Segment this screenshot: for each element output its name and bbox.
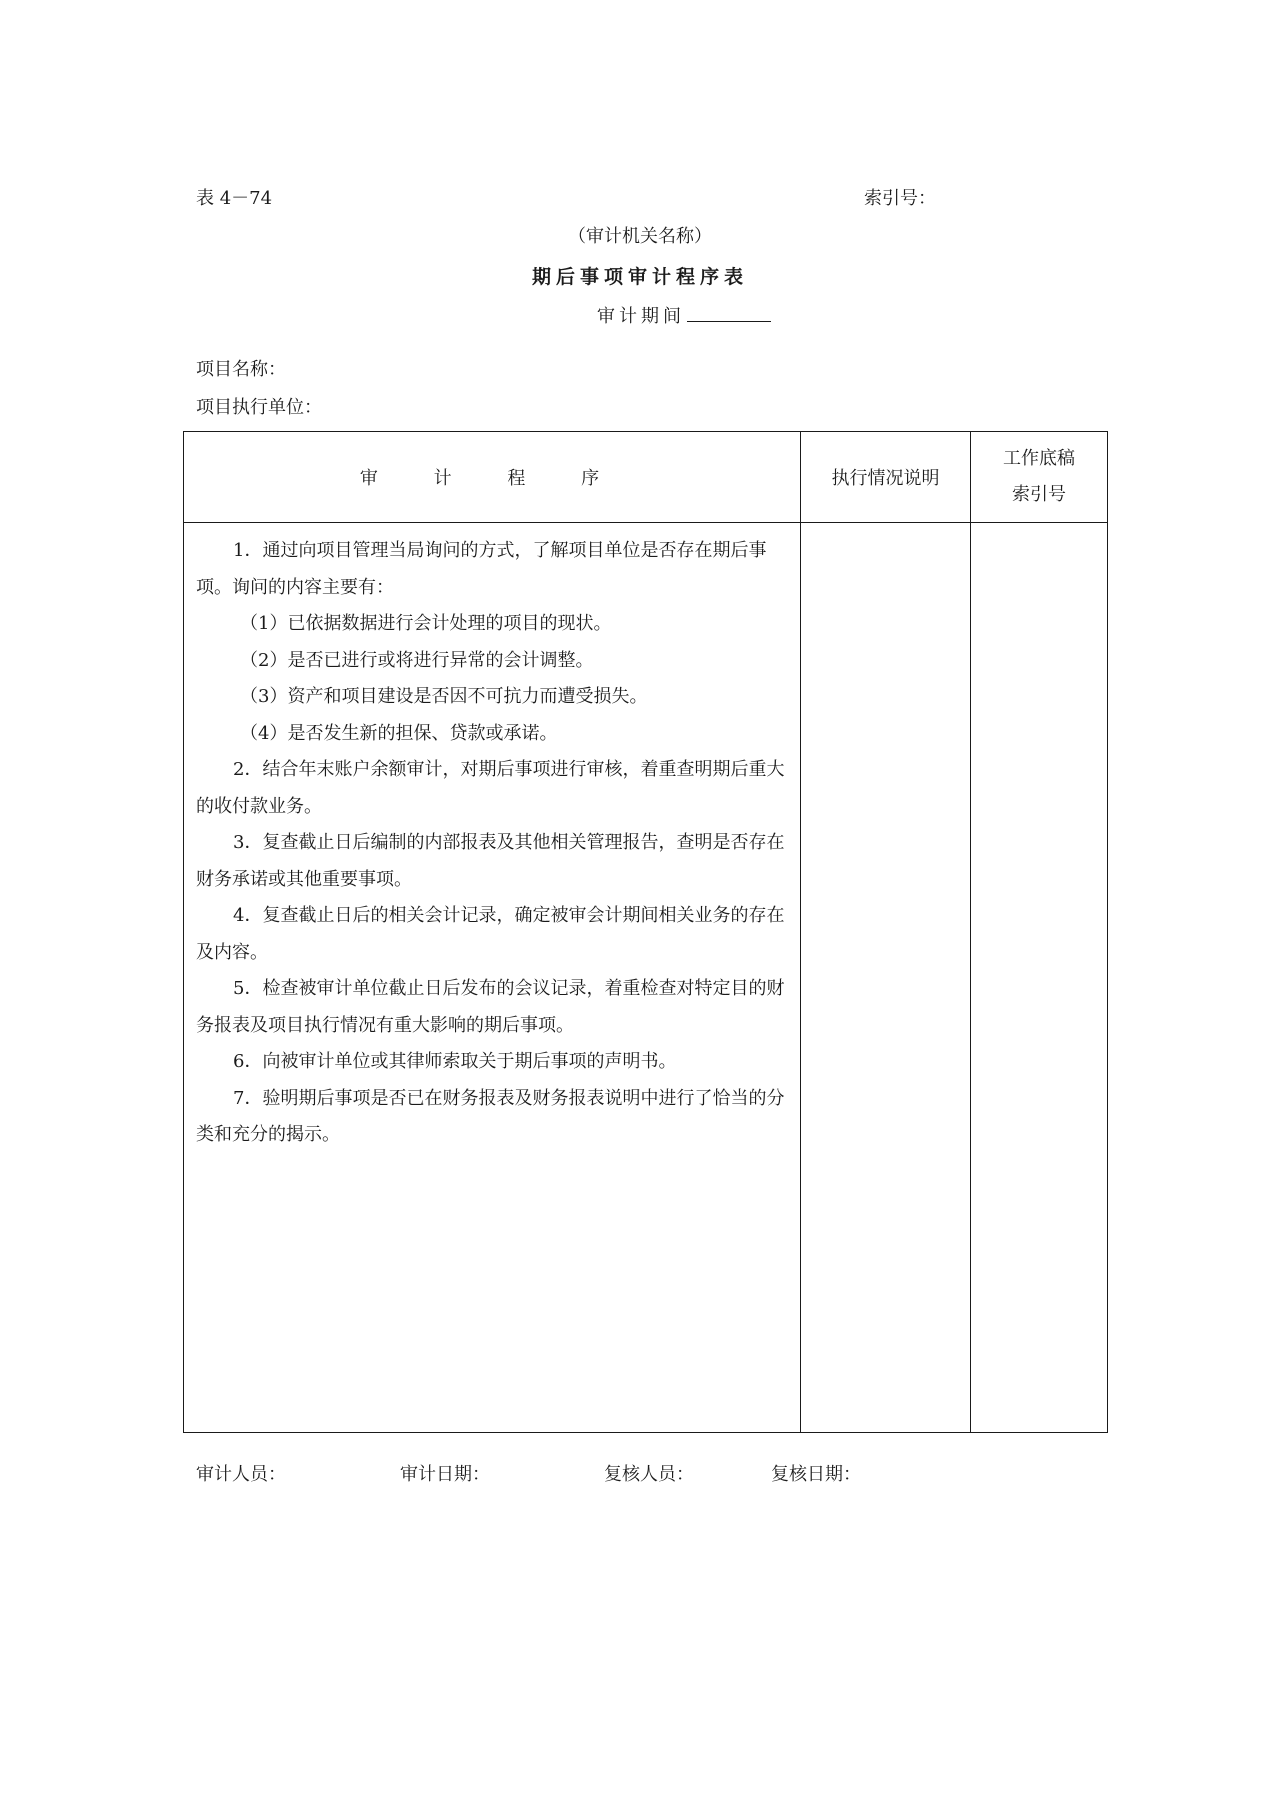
procedure-subitem-2: （2）是否已进行或将进行异常的会计调整。 xyxy=(240,649,594,671)
index-label: 索引号： xyxy=(864,188,936,209)
procedure-item-7: 7．验明期后事项是否已在财务报表及财务报表说明中进行了恰当的分类和充分的揭示。 xyxy=(196,1087,785,1145)
auditor-label: 审计人员： xyxy=(196,1464,286,1485)
audit-date-label: 审计日期： xyxy=(400,1464,490,1485)
procedure-subitem-3: （3）资产和项目建设是否因不可抗力而遭受损失。 xyxy=(240,686,648,707)
header-ref-line1: 工作底稿 xyxy=(1003,448,1075,469)
review-date-label: 复核日期： xyxy=(771,1464,861,1485)
header-procedure: 审 计 程 序 xyxy=(184,432,801,523)
procedure-item-3: 3．复查截止日后编制的内部报表及其他相关管理报告，查明是否存在财务承诺或其他重要事项。 xyxy=(196,832,785,890)
org-name: （审计机关名称） xyxy=(568,226,712,247)
procedure-item-6: 6．向被审计单位或其律师索取关于期后事项的声明书。 xyxy=(233,1051,677,1072)
procedure-item-4: 4．复查截止日后的相关会计记录，确定被审会计期间相关业务的存在及内容。 xyxy=(196,905,785,963)
procedure-item-5: 5．检查被审计单位截止日后发布的会议记录，着重检查对特定目的财务报表及项目执行情况有重大影响的期后事项。 xyxy=(196,978,785,1036)
table-number: 表 4－74 xyxy=(196,188,273,209)
table-body-row xyxy=(184,523,1108,1433)
header-execution: 执行情况说明 xyxy=(801,432,971,523)
table-header-row xyxy=(184,432,1108,523)
procedure-subitem-1: （1）已依据数据进行会计处理的项目的现状。 xyxy=(240,613,612,634)
procedure-subitem-4: （4）是否发生新的担保、贷款或承诺。 xyxy=(240,722,558,744)
header-ref-line2: 索引号 xyxy=(1012,484,1066,505)
project-name-label: 项目名称： xyxy=(196,359,286,380)
procedure-item-2: 2．结合年末账户余额审计，对期后事项进行审核，着重查明期后重大的收付款业务。 xyxy=(196,759,785,817)
procedure-cell xyxy=(184,523,801,1433)
page-title: 期后事项审计程序表 xyxy=(531,266,748,288)
ref-cell[interactable] xyxy=(971,523,1108,1433)
audit-period-label: 审计期间 xyxy=(597,306,685,327)
audit-period xyxy=(597,302,771,328)
header-ref xyxy=(971,432,1108,523)
procedure-item-1: 1．通过向项目管理当局询问的方式，了解项目单位是否存在期后事项。询问的内容主要有： xyxy=(196,540,767,598)
audit-period-field[interactable] xyxy=(687,305,771,322)
reviewer-label: 复核人员： xyxy=(604,1464,694,1485)
audit-procedure-table xyxy=(183,431,1108,1433)
project-unit-label: 项目执行单位： xyxy=(196,397,322,418)
execution-cell[interactable] xyxy=(801,523,971,1433)
